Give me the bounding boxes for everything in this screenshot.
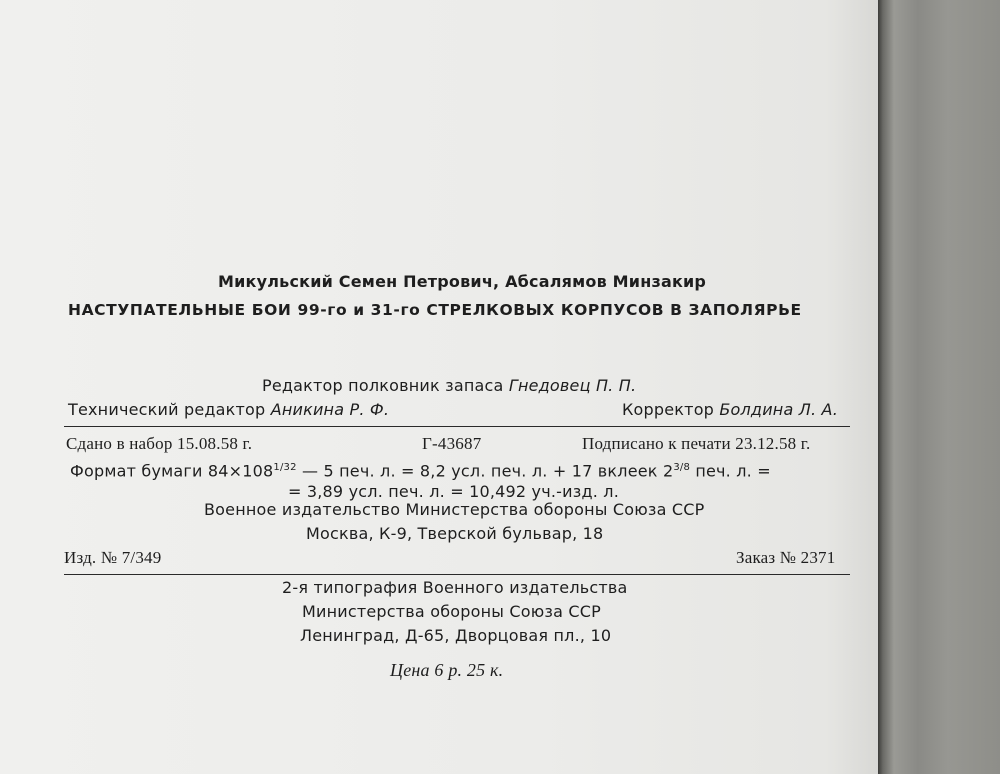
typeset-date: Сдано в набор 15.08.58 г. (66, 434, 253, 453)
printer-ministry: Министерства обороны Союза ССР (302, 602, 602, 621)
edition-number: Изд. № 7/349 (64, 548, 162, 567)
corrector-label: Корректор (622, 400, 715, 419)
format-text-a: Формат бумаги 84×108 (70, 461, 274, 481)
authors: Микульский Семен Петрович, Абсалямов Минзакир (218, 272, 707, 291)
format-line-1 (70, 458, 771, 481)
book-gutter (878, 0, 1000, 774)
editor-line (262, 376, 636, 396)
divider-bottom (64, 574, 850, 575)
format-line-2: = 3,89 усл. печ. л. = 10,492 уч.-изд. л. (288, 482, 619, 501)
print-code: Г-43687 (422, 434, 482, 453)
book-title: НАСТУПАТЕЛЬНЫЕ БОИ 99-го и 31-го СТРЕЛКОВЫХ КОРПУСОВ В ЗАПОЛЯРЬЕ (68, 301, 802, 319)
tech-editor-name: Аникина Р. Ф. (270, 400, 390, 419)
publisher: Военное издательство Министерства обороны Союза ССР (204, 500, 705, 519)
tech-editor-line (68, 400, 389, 420)
divider-top (64, 426, 850, 427)
editor-name: Гнедовец П. П. (508, 376, 637, 395)
order-number: Заказ № 2371 (736, 548, 836, 567)
printer-name: 2-я типография Военного издательства (282, 578, 628, 597)
price: Цена 6 р. 25 к. (390, 660, 504, 680)
editor-label: Редактор полковник запаса (262, 376, 504, 395)
format-text-b: — 5 печ. л. = 8,2 усл. печ. л. + 17 вклеек 2 (296, 461, 674, 481)
corrector-name: Болдина Л. А. (719, 400, 838, 419)
publisher-address: Москва, К-9, Тверской бульвар, 18 (306, 524, 604, 543)
format-fraction: 1/32 (273, 462, 297, 473)
format-fraction-2: 3/8 (673, 462, 691, 473)
printer-address: Ленинград, Д-65, Дворцовая пл., 10 (300, 626, 612, 645)
corrector-line (622, 400, 838, 420)
tech-editor-label: Технический редактор (68, 400, 266, 419)
format-text-c: печ. л. = (690, 461, 771, 481)
signed-date: Подписано к печати 23.12.58 г. (582, 434, 811, 453)
